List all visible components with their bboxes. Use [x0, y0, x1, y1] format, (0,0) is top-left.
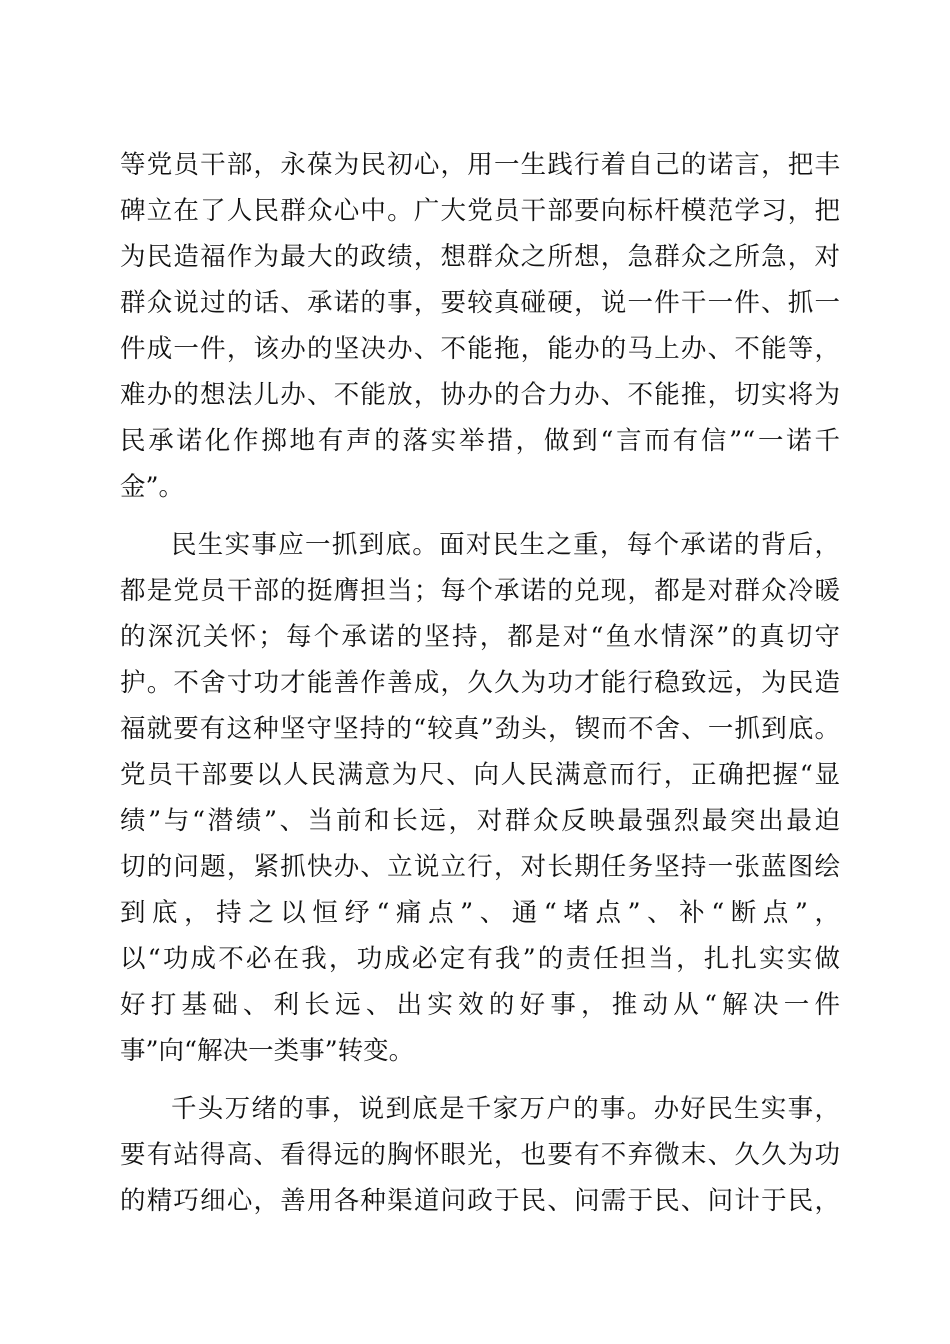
- text-line: 切的问题，紧抓快办、立说立行，对长期任务坚持一张蓝图绘: [120, 852, 840, 882]
- paragraph-first-line: 民生实事应一抓到底。面对民生之重，每个承诺的背后，: [171, 530, 840, 560]
- text-line: 以“功成不必在我，功成必定有我”的责任担当，扎扎实实做: [120, 944, 840, 974]
- text-line: 等党员干部，永葆为民初心，用一生践行着自己的诺言，把丰: [120, 150, 840, 180]
- paragraph-gap: [120, 1074, 840, 1086]
- text-line: 难办的想法儿办、不能放，协办的合力办、不能推，切实将为: [120, 380, 840, 410]
- text-line: 绩”与“潜绩”、当前和长远，对群众反映最强烈最突出最迫: [120, 806, 840, 836]
- text-line: 护。不舍寸功才能善作善成，久久为功才能行稳致远，为民造: [120, 668, 840, 698]
- text-line: 党员干部要以人民满意为尺、向人民满意而行，正确把握“显: [120, 760, 840, 790]
- document-body: [120, 142, 840, 1224]
- text-line: 都是党员干部的挺膺担当；每个承诺的兑现，都是对群众冷暖: [120, 576, 840, 606]
- text-line: 件成一件，该办的坚决办、不能拖，能办的马上办、不能等，: [120, 334, 840, 364]
- text-line: 金”。: [120, 472, 185, 502]
- text-line: 的精巧细心，善用各种渠道问政于民、问需于民、问计于民，: [120, 1186, 840, 1216]
- text-line: 到底，持之以恒纾“痛点”、通“堵点”、补“断点”，: [120, 898, 840, 928]
- text-line: 为民造福作为最大的政绩，想群众之所想，急群众之所急，对: [120, 242, 840, 272]
- text-line: 群众说过的话、承诺的事，要较真碰硬，说一件干一件、抓一: [120, 288, 840, 318]
- paragraph-gap: [120, 510, 840, 522]
- paragraph-first-line: 千头万绪的事，说到底是千家万户的事。办好民生实事，: [171, 1094, 840, 1124]
- text-line: 的深沉关怀；每个承诺的坚持，都是对“鱼水情深”的真切守: [120, 622, 840, 652]
- text-line: 好打基础、利长远、出实效的好事，推动从“解决一件: [120, 990, 840, 1020]
- text-line: 要有站得高、看得远的胸怀眼光，也要有不弃微末、久久为功: [120, 1140, 840, 1170]
- text-line: 民承诺化作掷地有声的落实举措，做到“言而有信”“一诺千: [120, 426, 840, 456]
- text-line: 碑立在了人民群众心中。广大党员干部要向标杆模范学习，把: [120, 196, 840, 226]
- text-line: 福就要有这种坚守坚持的“较真”劲头，锲而不舍、一抓到底。: [120, 714, 840, 744]
- text-line: 事”向“解决一类事”转变。: [120, 1036, 415, 1066]
